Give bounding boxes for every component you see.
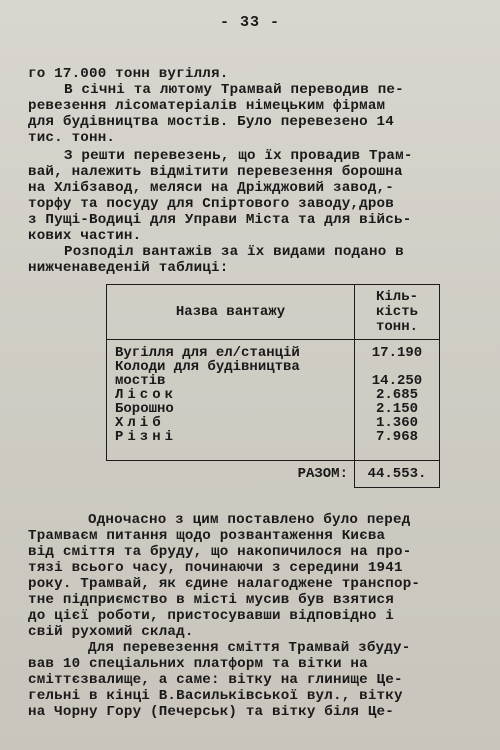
table-row: мостів: [115, 373, 166, 389]
text-line: на Чорну Гору (Печерськ) та вітку біля Це-: [28, 704, 394, 720]
text-line: торфу та посуду для Спіртового заводу,дров: [28, 196, 394, 212]
text-line: З решти перевезень, що їх провадив Трам-: [64, 148, 413, 164]
text-line: для будівництва мостів. Було перевезено 14: [28, 114, 394, 130]
text-line: тне підприємство в місті мусив був взятися: [28, 592, 394, 608]
text-line: до цієї роботи, пристосувавши відповідно і: [28, 608, 394, 624]
table-header-name: Назва вантажу: [107, 285, 355, 340]
text-line: тязі всього часу, починаючи з середини 1941: [28, 560, 403, 576]
table-row: Лісок: [115, 387, 178, 403]
text-line: го 17.000 тонн вугілля.: [28, 66, 229, 82]
text-line: тис. тонн.: [28, 130, 116, 146]
text-line: сміттєзвалище, а саме: вітку на глинище Це-: [28, 672, 403, 688]
table-row: Вугілля для ел/станцій: [115, 345, 300, 361]
table-row: Хліб: [115, 415, 165, 431]
text-line: року. Трамвай, як єдине налагоджене транспор-: [28, 576, 421, 592]
total-label: РАЗОМ:: [107, 461, 355, 488]
text-line: з Пущі-Водиці для Управи Міста та для війсь-: [28, 212, 412, 228]
cargo-items: [107, 340, 355, 461]
text-line: нижченаведеній таблиці:: [28, 260, 229, 276]
text-line: вай, належить відмітити перевезення борошна: [28, 164, 403, 180]
text-line: Одночасно з цим поставлено було перед: [88, 512, 411, 528]
text-line: гельні в кінці В.Васильківської вул., вітку: [28, 688, 403, 704]
table-row: Різні: [115, 429, 178, 445]
text-line: Розподіл вантажів за їх видами подано в: [64, 244, 404, 260]
text-line: вав 10 спеціальних платформ та вітки на: [28, 656, 368, 672]
table-row: Борошно: [115, 401, 174, 417]
page-number: - 33 -: [219, 14, 280, 31]
text-line: В січні та лютому Трамвай переводив пе-: [64, 82, 404, 98]
text-line: свій рухомий склад.: [28, 624, 194, 640]
text-line: кових частин.: [28, 228, 142, 244]
text-line: Трамваєм питання щодо розвантаження Києва: [28, 528, 386, 544]
cargo-table: [106, 284, 440, 488]
text-line: на Хлібзавод, меляси на Дріжджовий завод,-: [28, 180, 394, 196]
text-line: ревезення лісоматеріалів німецьким фірмам: [28, 98, 386, 114]
cargo-quantities: 17.190 14.250 2.685 2.150 1.360 7.968: [355, 340, 440, 461]
table-header-qty: Кіль- кість тонн.: [355, 285, 440, 340]
text-line: від сміття та бруду, що накопичилося на про-: [28, 544, 412, 560]
text-line: Для перевезення сміття Трамвай збуду-: [88, 640, 411, 656]
table-row: Колоди для будівництва: [115, 359, 300, 375]
total-value: 44.553.: [355, 461, 440, 488]
